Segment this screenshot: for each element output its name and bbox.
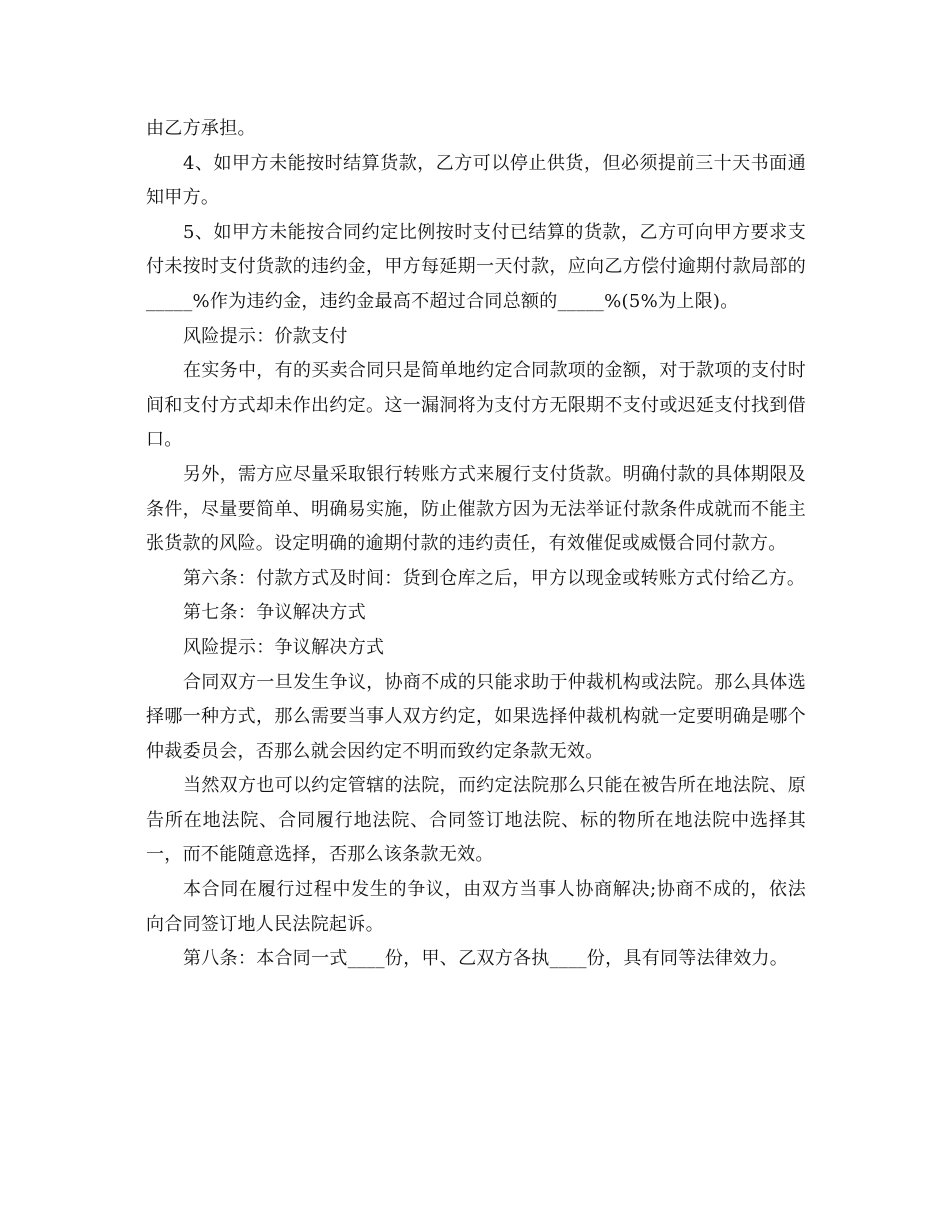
paragraph-arbitration: 合同双方一旦发生争议，协商不成的只能求助于仲裁机构或法院。那么具体选择哪一种方式，那么需要当事人双方约定，如果选择仲裁机构就一定要明确是哪个仲裁委员会，否那么就会因约定不明而致约定条款无效。 <box>146 671 806 762</box>
paragraph-court-jurisdiction: 当然双方也可以约定管辖的法院，而约定法院那么只能在被告所在地法院、原告所在地法院、合同履行地法院、合同签订地法院、标的物所在地法院中选择其一，而不能随意选择，否那么该条款无效。 <box>146 775 806 866</box>
paragraph-bank-transfer: 另外，需方应尽量采取银行转账方式来履行支付货款。明确付款的具体期限及条件，尽量要简单、明确易实施，防止催款方因为无法举证付款条件成就而不能主张货款的风险。设定明确的逾期付款的违约责任，有效催促或威慑合同付款方。 <box>146 463 806 555</box>
article-6-payment-method: 第六条：付款方式及时间：货到仓库之后，甲方以现金或转账方式付给乙方。 <box>183 567 806 589</box>
paragraph-dispute-clause: 本合同在履行过程中发生的争议，由双方当事人协商解决;协商不成的，依法向合同签订地人民法院起诉。 <box>146 879 806 935</box>
paragraph-payment-practice: 在实务中，有的买卖合同只是简单地约定合同款项的金额，对于款项的支付时间和支付方式却未作出约定。这一漏洞将为支付方无限期不支付或迟延支付找到借口。 <box>146 360 806 451</box>
risk-heading-payment: 风险提示：价款支付 <box>183 325 348 347</box>
article-8-copies: 第八条：本合同一式____份，甲、乙双方各执____份，具有同等法律效力。 <box>183 948 789 970</box>
article-7-heading: 第七条：争议解决方式 <box>183 602 366 624</box>
paragraph-clause-5: 5、如甲方未能按合同约定比例按时支付已结算的货款，乙方可向甲方要求支付未按时支付货款的违约金，甲方每延期一天付款，应向乙方偿付逾期付款局部的_____%作为违约金，违约金最高不超过合同总额的_____%(5%为上限)。 <box>146 221 806 312</box>
document-body <box>146 112 806 977</box>
paragraph-clause-4: 4、如甲方未能按时结算货款，乙方可以停止供货，但必须提前三十天书面通知甲方。 <box>146 152 806 209</box>
risk-heading-dispute: 风险提示：争议解决方式 <box>183 636 385 658</box>
paragraph-continuation: 由乙方承担。 <box>146 118 256 139</box>
